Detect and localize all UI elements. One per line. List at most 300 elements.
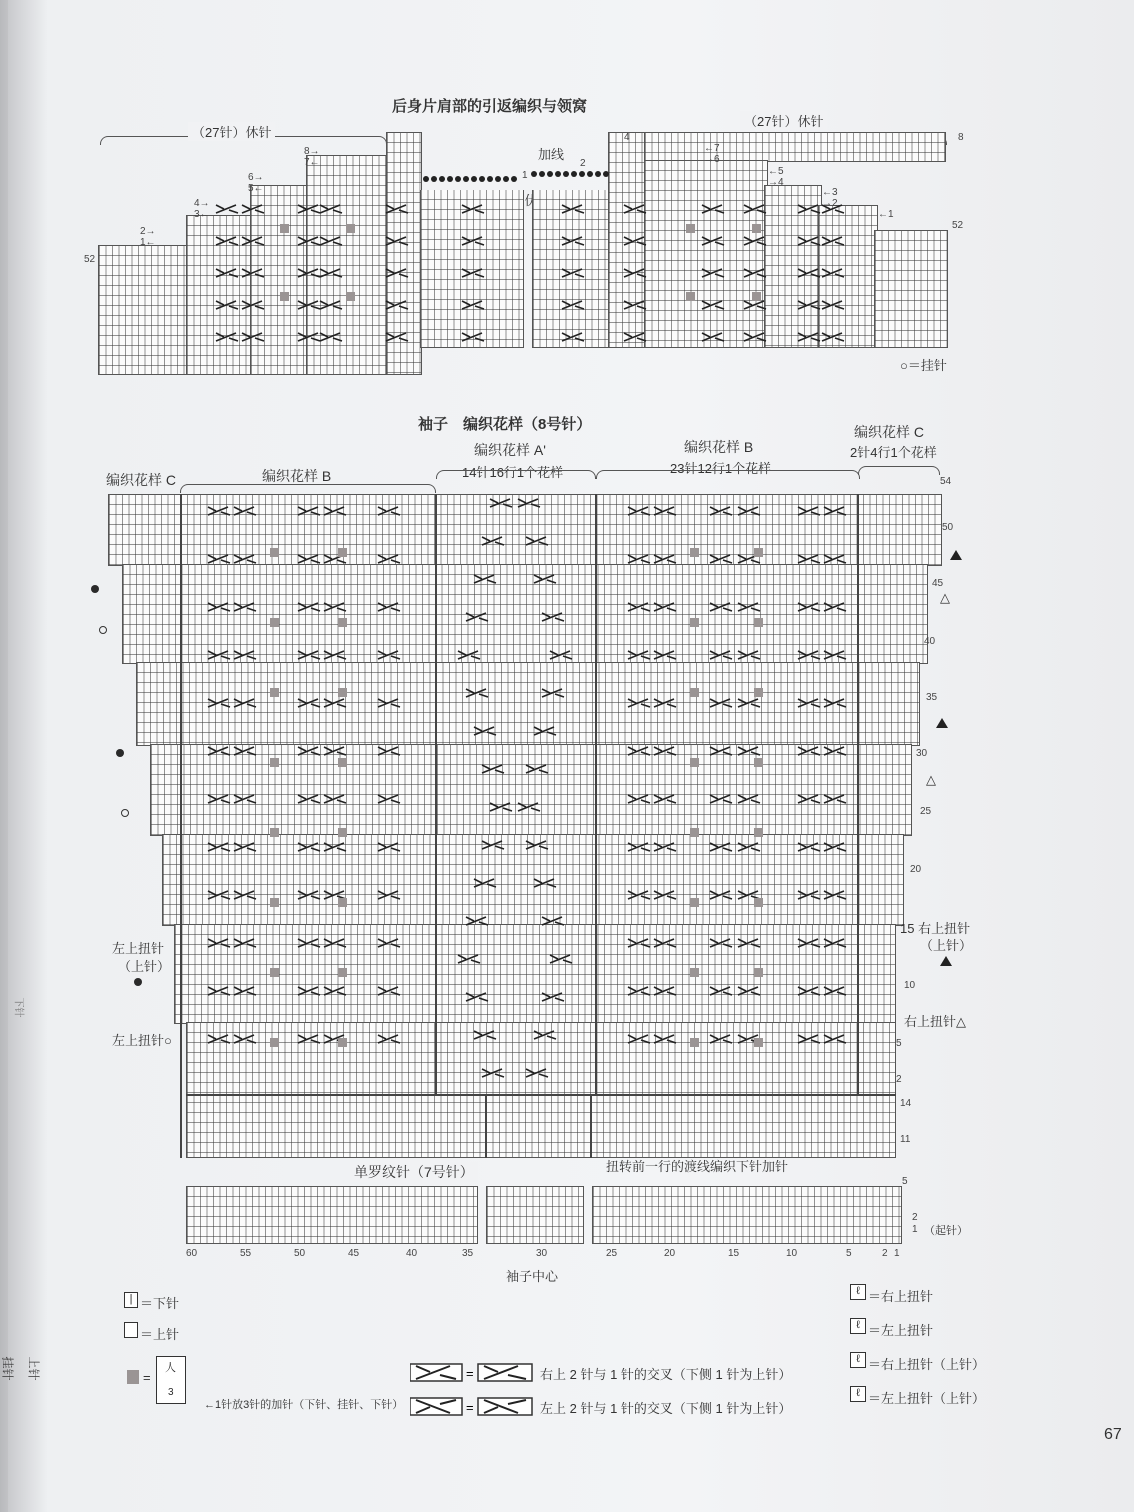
row-11: 11 xyxy=(900,1134,911,1145)
cable-cross-141 xyxy=(548,650,574,660)
inc-marker-tri-o-2: △ xyxy=(926,772,936,787)
cable-cross-73 xyxy=(652,554,678,564)
cable-cross-8 xyxy=(206,890,232,900)
cable-cross-10 xyxy=(206,986,232,996)
left-twist-label: 左上扭针 xyxy=(112,941,165,956)
inc-marker-ring-2 xyxy=(121,809,129,817)
cable-cross-136 xyxy=(472,574,498,584)
cable-cross-90 xyxy=(708,794,734,804)
twist-left-symbol: ℓ xyxy=(850,1318,866,1334)
svg-text:=: = xyxy=(466,1400,474,1415)
inc-marker-dot-1 xyxy=(91,585,99,593)
inc-marker-tri-2 xyxy=(936,718,948,728)
cable-cross-98 xyxy=(736,602,762,612)
cable-cross-26 xyxy=(296,602,322,612)
rib-label: 单罗纹针（7号针） xyxy=(350,1162,478,1182)
col-45: 45 xyxy=(348,1248,360,1259)
purl-square-186 xyxy=(690,968,699,977)
cable-cross-20 xyxy=(232,890,258,900)
cable-cross-95 xyxy=(708,1034,734,1044)
cable-cross-58 xyxy=(376,986,402,996)
legend-twist-left: ＝左上扭针 xyxy=(868,1323,934,1338)
cable-cross-149 xyxy=(516,802,542,812)
cable-cross-61 xyxy=(626,554,652,564)
cable-cross-29 xyxy=(296,746,322,756)
cable-cross-54 xyxy=(376,794,402,804)
cable-cross-147 xyxy=(524,764,550,774)
cable-cross-91 xyxy=(708,842,734,852)
purl-square-195 xyxy=(754,1038,763,1047)
twist-right-symbol: ℓ xyxy=(850,1284,866,1300)
purl-square-187 xyxy=(690,1038,699,1047)
label-pattern-b-left: 编织花样 B xyxy=(262,468,332,484)
back-cable-248 xyxy=(796,268,822,278)
label-pattern-b-right: 编织花样 B xyxy=(684,439,754,455)
knit-symbol: | xyxy=(124,1292,138,1308)
col-25: 25 xyxy=(606,1248,618,1259)
back-cable-245 xyxy=(742,332,768,342)
back-cable-228 xyxy=(560,268,586,278)
col-55: 55 xyxy=(240,1248,252,1259)
cable-cross-75 xyxy=(652,650,678,660)
cable-cross-109 xyxy=(796,554,822,564)
cable-cross-46 xyxy=(322,986,348,996)
divider-b-c xyxy=(857,494,859,1094)
legend-twist-left-purl: ＝左上扭针（上针） xyxy=(868,1391,986,1406)
row-20: 20 xyxy=(910,864,922,875)
cable-cross-63 xyxy=(626,650,652,660)
spine-text-3: 下针 xyxy=(12,997,24,1018)
cable-cross-55 xyxy=(376,842,402,852)
right-arrow-3: ←3 xyxy=(822,187,838,198)
back-purl-263 xyxy=(752,292,761,301)
cable-cross-163 xyxy=(524,1068,550,1078)
cable-cross-101 xyxy=(736,746,762,756)
right-arrow-6: →6 xyxy=(704,154,720,165)
row-2-rib: 2 xyxy=(912,1212,918,1223)
sleeve-grid-r4 xyxy=(150,744,912,836)
back-cable-237 xyxy=(700,236,726,246)
cable-cross-122 xyxy=(822,602,848,612)
cable-cross-34 xyxy=(296,986,322,996)
divider-rib-top xyxy=(186,1094,896,1096)
cable-cross-96 xyxy=(736,506,762,516)
back-cable-230 xyxy=(560,332,586,342)
right-arrow-1: ←1 xyxy=(878,209,894,220)
back-cable-201 xyxy=(240,204,266,214)
cable-cross-143 xyxy=(540,688,566,698)
cable-cross-48 xyxy=(376,506,402,516)
cast-on-label: （起针） xyxy=(924,1225,968,1237)
inc-symbol-top: 人 xyxy=(165,1362,176,1374)
cable-cross-15 xyxy=(232,650,258,660)
row-30: 30 xyxy=(916,748,928,759)
back-cable-227 xyxy=(560,236,586,246)
cable-cross-106 xyxy=(736,986,762,996)
cable-cross-89 xyxy=(708,746,734,756)
cable-cross-39 xyxy=(322,650,348,660)
col-10: 10 xyxy=(786,1248,798,1259)
cable-cross-65 xyxy=(626,746,652,756)
cable-cross-153 xyxy=(532,878,558,888)
purl-square-193 xyxy=(754,898,763,907)
row-5-rib: 5 xyxy=(902,1176,908,1187)
cable-cross-115 xyxy=(796,842,822,852)
cable-cross-156 xyxy=(456,954,482,964)
back-cable-199 xyxy=(214,300,240,310)
purl-square-190 xyxy=(754,688,763,697)
left-arrow-5: 5← xyxy=(248,183,264,194)
cable-cross-14 xyxy=(232,602,258,612)
cable-cross-0 xyxy=(206,506,232,516)
cable-cross-99 xyxy=(736,650,762,660)
back-cable-196 xyxy=(214,204,240,214)
cable-cross-71 xyxy=(626,1034,652,1044)
row-2-upper: 2 xyxy=(896,1074,902,1085)
cable-cross-59 xyxy=(376,1034,402,1044)
purl-square-191 xyxy=(754,758,763,767)
right-arrow-2: →2 xyxy=(822,198,838,209)
cable-cross-5 xyxy=(206,746,232,756)
cable-cross-160 xyxy=(472,1030,498,1040)
purl-square-182 xyxy=(690,688,699,697)
cable-cross-50 xyxy=(376,602,402,612)
divider-c-b xyxy=(180,494,182,1158)
cable-cross-80 xyxy=(652,890,678,900)
back-row-8: 8 xyxy=(958,132,964,143)
cable-cross-1 xyxy=(206,554,232,564)
legend-inc-note: ←1针放3针的加针（下针、挂针、下针） xyxy=(204,1399,404,1411)
back-purl-257 xyxy=(280,292,289,301)
purl-square-180 xyxy=(690,548,699,557)
cable-cross-151 xyxy=(524,840,550,850)
legend-twist-right: ＝右上扭针 xyxy=(868,1289,934,1304)
divider-b-a xyxy=(435,494,437,1094)
back-right-grid-b xyxy=(644,160,768,348)
back-cable-238 xyxy=(700,268,726,278)
back-cable-244 xyxy=(742,300,768,310)
back-cable-212 xyxy=(318,236,344,246)
cable-cross-11 xyxy=(206,1034,232,1044)
cable-cross-114 xyxy=(796,794,822,804)
inc-marker-dot-2 xyxy=(116,749,124,757)
back-cable-251 xyxy=(820,204,846,214)
cable-cross-27 xyxy=(296,650,322,660)
yo-legend: ○＝挂针 xyxy=(900,358,947,373)
bracket-a xyxy=(436,470,596,479)
legend-cross-right: 右上 2 针与 1 针的交叉（下侧 1 针为上针） xyxy=(540,1367,792,1382)
back-cable-226 xyxy=(560,204,586,214)
twist-increase-note: 扭转前一行的渡线编织下针加针 xyxy=(606,1159,789,1174)
label-pattern-a: 编织花样 A' xyxy=(474,442,546,458)
back-cable-198 xyxy=(214,268,240,278)
purl-square-176 xyxy=(338,828,347,837)
col-5: 5 xyxy=(846,1248,852,1259)
cable-cross-40 xyxy=(322,698,348,708)
cable-cross-52 xyxy=(376,698,402,708)
cable-cross-105 xyxy=(736,938,762,948)
legend-cross-left: 左上 2 针与 1 针的交叉（下侧 1 针为上针） xyxy=(540,1401,792,1416)
cable-cross-74 xyxy=(652,602,678,612)
cable-cross-69 xyxy=(626,938,652,948)
col-40: 40 xyxy=(406,1248,418,1259)
bracket-b-right xyxy=(596,470,860,479)
cable-cross-103 xyxy=(736,842,762,852)
cable-cross-78 xyxy=(652,794,678,804)
row-54: 54 xyxy=(940,476,952,487)
inc-marker-tri-1 xyxy=(950,550,962,560)
purl-square-175 xyxy=(338,758,347,767)
back-cable-252 xyxy=(820,236,846,246)
cable-cross-130 xyxy=(822,986,848,996)
cable-cross-116 xyxy=(796,890,822,900)
inc-marker-ring-1 xyxy=(99,626,107,634)
legend-purl: ＝上针 xyxy=(140,1327,180,1342)
back-cable-197 xyxy=(214,236,240,246)
right-arrow-5: ←5 xyxy=(768,166,784,177)
cable-cross-125 xyxy=(822,746,848,756)
cable-cross-133 xyxy=(516,498,542,508)
inc-symbol-square xyxy=(127,1370,139,1384)
back-row-52-left: 52 xyxy=(84,254,96,265)
cable-cross-161 xyxy=(532,1030,558,1040)
col-60: 60 xyxy=(186,1248,198,1259)
cable-cross-76 xyxy=(652,698,678,708)
cable-cross-81 xyxy=(652,938,678,948)
cable-cross-108 xyxy=(796,506,822,516)
row-40: 40 xyxy=(924,636,936,647)
back-purl-258 xyxy=(346,224,355,233)
back-purl-262 xyxy=(752,224,761,233)
back-cable-254 xyxy=(820,300,846,310)
cable-cross-117 xyxy=(796,938,822,948)
cable-cross-146 xyxy=(480,764,506,774)
cable-cross-45 xyxy=(322,938,348,948)
cable-cross-131 xyxy=(822,1034,848,1044)
back-cable-213 xyxy=(318,268,344,278)
cable-cross-42 xyxy=(322,794,348,804)
label-pattern-c-left: 编织花样 C xyxy=(106,472,176,488)
cable-cross-17 xyxy=(232,746,258,756)
cable-cross-72 xyxy=(652,506,678,516)
cable-cross-127 xyxy=(822,842,848,852)
cable-cross-120 xyxy=(822,506,848,516)
cable-cross-62 xyxy=(626,602,652,612)
cable-cross-139 xyxy=(540,612,566,622)
back-cable-240 xyxy=(700,332,726,342)
cable-cross-13 xyxy=(232,554,258,564)
cable-cross-7 xyxy=(206,842,232,852)
back-cable-233 xyxy=(622,268,648,278)
back-cable-204 xyxy=(240,300,266,310)
neck-bindoff-dots xyxy=(420,170,610,186)
left-arrow-3: 3← xyxy=(194,209,210,220)
back-row-1: 1 xyxy=(522,170,528,181)
purl-square-183 xyxy=(690,758,699,767)
row-14: 14 xyxy=(900,1098,912,1109)
cable-cross-142 xyxy=(464,688,490,698)
cable-cross-57 xyxy=(376,938,402,948)
svg-text:=: = xyxy=(466,1366,474,1381)
cable-cross-18 xyxy=(232,794,258,804)
cable-cross-79 xyxy=(652,842,678,852)
cable-cross-134 xyxy=(480,536,506,546)
bracket-c-right xyxy=(858,466,940,475)
cable-cross-110 xyxy=(796,602,822,612)
cable-cross-70 xyxy=(626,986,652,996)
cable-cross-12 xyxy=(232,506,258,516)
cable-cross-102 xyxy=(736,794,762,804)
cable-cross-35 xyxy=(296,1034,322,1044)
cable-cross-121 xyxy=(822,554,848,564)
cable-cross-60 xyxy=(626,506,652,516)
cable-cross-53 xyxy=(376,746,402,756)
purl-square-173 xyxy=(338,618,347,627)
cable-cross-83 xyxy=(652,1034,678,1044)
back-cable-205 xyxy=(240,332,266,342)
back-cable-229 xyxy=(560,300,586,310)
back-cable-223 xyxy=(460,268,486,278)
cable-cross-94 xyxy=(708,986,734,996)
left-arrow-7: 7← xyxy=(304,157,320,168)
cable-cross-138 xyxy=(464,612,490,622)
left-arrow-2: 2→ xyxy=(140,226,156,237)
right-arrow-4: →4 xyxy=(768,177,784,188)
cable-cross-38 xyxy=(322,602,348,612)
back-cable-222 xyxy=(460,236,486,246)
col-50: 50 xyxy=(294,1248,306,1259)
cable-cross-155 xyxy=(540,916,566,926)
cable-cross-137 xyxy=(532,574,558,584)
col-20: 20 xyxy=(664,1248,676,1259)
cable-cross-158 xyxy=(464,992,490,1002)
cable-cross-77 xyxy=(652,746,678,756)
purl-square-192 xyxy=(754,828,763,837)
spine-text-1: 挂针 xyxy=(0,1356,15,1381)
purl-square-167 xyxy=(270,758,279,767)
cable-cross-159 xyxy=(540,992,566,1002)
back-cable-225 xyxy=(460,332,486,342)
cable-cross-49 xyxy=(376,554,402,564)
twist-left-purl-symbol: ℓ xyxy=(850,1386,866,1402)
inc-symbol-num: 3 xyxy=(168,1387,174,1398)
label-pattern-c-sub: 2针4行1个花样 xyxy=(850,445,937,460)
back-cable-236 xyxy=(700,204,726,214)
back-cable-220 xyxy=(384,332,410,342)
back-cable-255 xyxy=(820,332,846,342)
left-arrow-1: 1← xyxy=(140,237,156,248)
back-purl-260 xyxy=(686,224,695,233)
back-cable-235 xyxy=(622,332,648,342)
cable-cross-32 xyxy=(296,890,322,900)
back-cable-216 xyxy=(384,204,410,214)
cable-cross-112 xyxy=(796,698,822,708)
cable-cross-25 xyxy=(296,554,322,564)
cable-cross-87 xyxy=(708,650,734,660)
back-cable-234 xyxy=(622,300,648,310)
spine-text-2: 上针 xyxy=(26,1356,41,1381)
back-purl-259 xyxy=(346,292,355,301)
back-cable-247 xyxy=(796,236,822,246)
legend-knit: ＝下针 xyxy=(140,1296,180,1311)
cable-cross-3 xyxy=(206,650,232,660)
cable-cross-150 xyxy=(480,840,506,850)
sleeve-grid-r6 xyxy=(174,924,896,1024)
cable-cross-100 xyxy=(736,698,762,708)
back-cable-203 xyxy=(240,268,266,278)
purl-square-194 xyxy=(754,968,763,977)
cable-cross-82 xyxy=(652,986,678,996)
cable-cross-68 xyxy=(626,890,652,900)
rib-grid-left xyxy=(186,1186,478,1244)
col-2: 2 xyxy=(882,1248,888,1259)
back-left-grid-a xyxy=(98,245,190,375)
back-cable-217 xyxy=(384,236,410,246)
cable-cross-6 xyxy=(206,794,232,804)
cable-cross-24 xyxy=(296,506,322,516)
inc-marker-tri-3 xyxy=(940,956,952,966)
cable-cross-9 xyxy=(206,938,232,948)
cable-cross-124 xyxy=(822,698,848,708)
purl-square-185 xyxy=(690,898,699,907)
left-arrow-4: 4→ xyxy=(194,198,210,209)
label-pattern-c-right: 编织花样 C xyxy=(854,424,924,440)
inc-symbol-diagram xyxy=(156,1356,186,1404)
back-cable-202 xyxy=(240,236,266,246)
cable-cross-4 xyxy=(206,698,232,708)
cable-cross-43 xyxy=(322,842,348,852)
back-purl-256 xyxy=(280,224,289,233)
purl-square-177 xyxy=(338,898,347,907)
purl-square-170 xyxy=(270,968,279,977)
cable-cross-111 xyxy=(796,650,822,660)
cable-cross-41 xyxy=(322,746,348,756)
cable-cross-140 xyxy=(456,650,482,660)
right-twist-purl: （上针） xyxy=(920,938,973,953)
purl-square-174 xyxy=(338,688,347,697)
cable-cross-22 xyxy=(232,986,258,996)
cable-cross-92 xyxy=(708,890,734,900)
sleeve-grid-r2 xyxy=(122,564,928,664)
col-30: 30 xyxy=(536,1248,548,1259)
purl-square-178 xyxy=(338,968,347,977)
back-cable-219 xyxy=(384,300,410,310)
cable-cross-21 xyxy=(232,938,258,948)
row-25: 25 xyxy=(920,806,932,817)
cross-symbols xyxy=(410,1362,534,1418)
back-right-grid-e xyxy=(874,230,948,348)
twist-right-purl-symbol: ℓ xyxy=(850,1352,866,1368)
cable-cross-132 xyxy=(488,498,514,508)
purl-square-172 xyxy=(338,548,347,557)
back-row-2: 2 xyxy=(580,158,586,169)
add-yarn-label: 加线 xyxy=(538,147,565,162)
back-cable-218 xyxy=(384,268,410,278)
back-cable-224 xyxy=(460,300,486,310)
back-cable-241 xyxy=(742,204,768,214)
sleeve-center-label: 袖子中心 xyxy=(506,1269,559,1284)
cable-cross-157 xyxy=(548,954,574,964)
cable-cross-33 xyxy=(296,938,322,948)
purl-square-171 xyxy=(270,1038,279,1047)
cable-cross-144 xyxy=(472,726,498,736)
back-cable-214 xyxy=(318,300,344,310)
right-twist-label: 15 右上扭针 xyxy=(900,921,971,936)
label-pattern-b-sub: 23针12行1个花样 xyxy=(670,461,772,476)
purl-square-165 xyxy=(270,618,279,627)
left-bind-label: （27针）休针 xyxy=(188,122,275,141)
row-1-rib: 1 xyxy=(912,1224,918,1235)
